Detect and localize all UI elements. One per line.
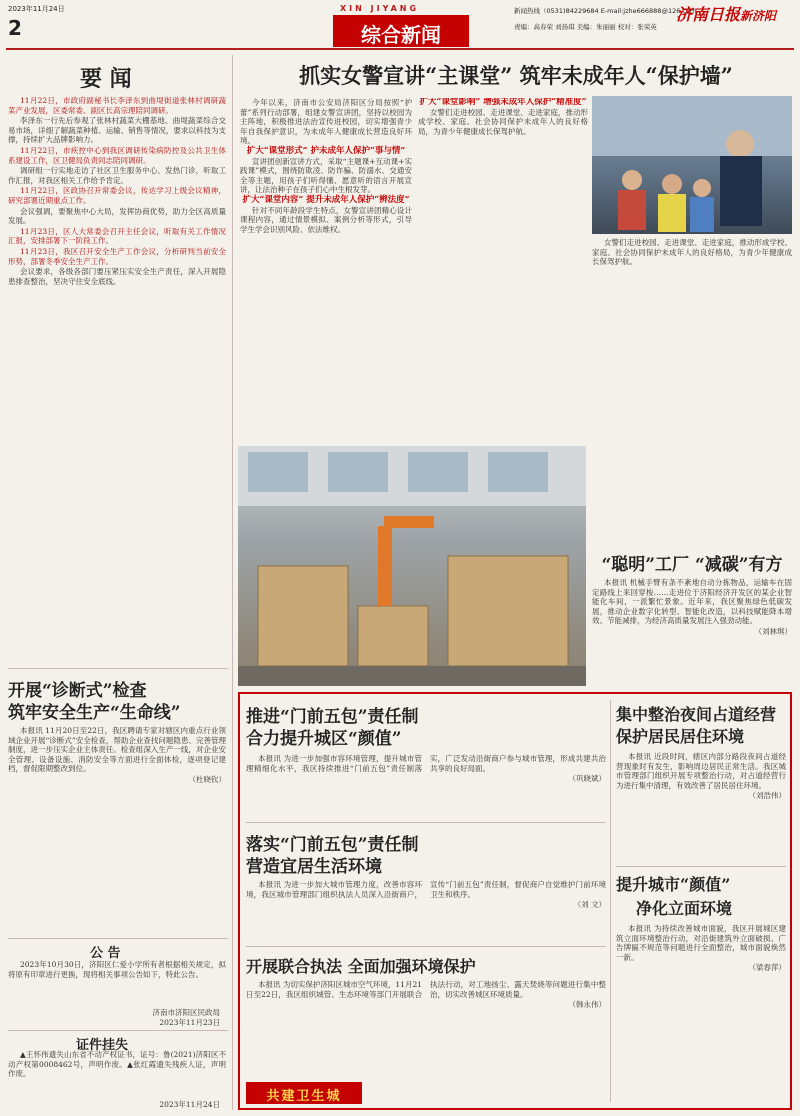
news2-title-line1: 开展“诊断式”检查 bbox=[8, 681, 147, 701]
classroom-photo bbox=[592, 96, 792, 234]
lost-date: 2023年11月24日 bbox=[159, 1100, 220, 1109]
brief-item: 11月22日，市疾控中心到我区调研传染病防控及公共卫生体系建设工作，区卫健局负责同志陪同调研。 bbox=[8, 145, 226, 165]
factory-photo bbox=[238, 446, 586, 686]
article-d-title-line1: 集中整治夜间占道经营 bbox=[616, 705, 777, 724]
masthead-pinyin: XIN JIYANG bbox=[340, 4, 420, 13]
article-e-title-line1: 提升城市“颜值” bbox=[616, 875, 731, 894]
main-body-col3 bbox=[592, 238, 792, 442]
column-title: 要 闻 bbox=[80, 66, 132, 92]
news2-body bbox=[8, 726, 226, 926]
lost-title: 证件挂失 bbox=[76, 1038, 129, 1053]
news2-title-line2: 筑牢安全生产“生命线” bbox=[8, 703, 181, 723]
notice-text: 2023年10月30日，济阳区仁爱小学所有者根据相关规定，拟将原有印章进行更换，现将相关事项公告如下，特此公告。 bbox=[8, 960, 226, 979]
article-d-body bbox=[616, 752, 786, 862]
notice-divider bbox=[8, 938, 228, 939]
article-b-title-line2: 营造宜居生活环境 bbox=[246, 857, 382, 877]
main-body-col2 bbox=[418, 98, 588, 443]
factory-headline: “聪明”工厂 “减碳”有方 bbox=[601, 555, 783, 575]
factory-body bbox=[592, 578, 792, 688]
article-c-body bbox=[246, 980, 606, 1076]
article-e-paragraph: 本报讯 为持续改善城市面貌，我区开展城区建筑立面环境整治行动，对沿街建筑外立面破损、广告牌匾不规范等问题进行全面整治，城市面貌焕然一新。 bbox=[616, 924, 786, 962]
article-b-paragraph: 本报讯 为进一步加大城市管理力度，改善市容环境，我区城市管理部门组织执法人员深入沿街商户，宣传“门前五包”责任制，督促商户自觉维护门前环境卫生和秩序。 bbox=[246, 880, 606, 899]
brand-logo bbox=[676, 2, 776, 25]
article-c-paragraph: 本报讯 为切实保护济阳区城市空气环境，11月21日至22日，我区组织城管、生态环境等部门开展联合执法行动，对工地扬尘、露天焚烧等问题进行集中整治，切实改善城区环境质量。 bbox=[246, 980, 606, 999]
page-number: 2 bbox=[8, 16, 22, 40]
brand-sub: 新济阳 bbox=[740, 9, 777, 23]
section-title: 综合新闻 bbox=[361, 23, 441, 47]
main-paragraph: 针对不同年龄段学生特点，女警宣讲团精心设计课程内容，通过情景模拟、案例分析等形式，引导学生学会识别风险、依法维权。 bbox=[240, 205, 412, 234]
lost-text: ▲王怀伟遗失山东省不动产权证书，证号：鲁(2021)济阳区不动产权第0008462号，声明作废。▲张红霞遗失残疾人证，声明作废。 bbox=[8, 1050, 226, 1079]
factory-photo-scene bbox=[238, 446, 586, 686]
column-divider bbox=[232, 55, 233, 1110]
brief-item: 会议要求，各级各部门要压紧压实安全生产责任，深入开展隐患排查整治，坚决守住安全底线。 bbox=[8, 267, 226, 286]
main-body-col1 bbox=[240, 98, 412, 443]
article-a-paragraph: 本报讯 为进一步加强市容环境管理，提升城市管理精细化水平，我区持续推进“门前五包”责任制落实，广泛发动沿街商户参与城市管理，形成共建共治共享的良好局面。 bbox=[246, 754, 606, 773]
brief-item: 11月22日，区政协召开常委会议，传达学习上级会议精神，研究部署近期重点工作。 bbox=[8, 186, 226, 205]
left-briefs bbox=[8, 96, 226, 656]
news2-paragraph: 本报讯 11月20日至22日，我区聘请专家对辖区内重点行业领域企业开展“诊断式”安全检查，帮助企业查找问题隐患、完善管理制度，进一步压实企业主体责任。检查组深入生产一线，对企业安全管理、设备设施、消防安全等方面进行全面体检，逐项登记建档，督促限期整改到位。 bbox=[8, 726, 226, 774]
brief-item: 11月23日，我区召开安全生产工作会议，分析研判当前安全形势，部署冬季安全生产工作。 bbox=[8, 246, 226, 266]
brief-item: 会议强调，要聚焦中心大局，发挥协商优势，助力全区高质量发展。 bbox=[8, 206, 226, 226]
main-headline: 抓实女警宣讲“主课堂” 筑牢未成年人“保护墙” bbox=[299, 63, 733, 88]
notice-title: 公 告 bbox=[90, 946, 121, 961]
box-divider bbox=[246, 946, 606, 947]
article-b-author: （刘 文） bbox=[573, 900, 606, 910]
main-paragraph: 女警们走进校园、走进课堂、走进家庭，推动形成学校、家庭、社会协同保护未成年人的良好格局，为青少年健康成长保驾护航。 bbox=[418, 107, 588, 136]
notice-date: 2023年11月23日 bbox=[159, 1018, 220, 1027]
left-divider bbox=[8, 668, 228, 669]
classroom-photo-figures bbox=[592, 96, 792, 234]
main-subhead: 扩大“课堂内容” 提升未成年人保护“辨法度” bbox=[242, 194, 410, 205]
brief-item: 11月22日，市政府副秘书长李泽东到曲堤街道张林村调研蔬菜产业发展，区委常委、副区长高宗理陪同调研。 bbox=[8, 96, 226, 115]
notice-body bbox=[8, 960, 226, 1004]
article-c-author: （韩永伟） bbox=[568, 1000, 606, 1010]
article-e-title-line2: 净化立面环境 bbox=[636, 899, 733, 918]
lost-body bbox=[8, 1050, 226, 1096]
brief-item: 11月23日，区人大常委会召开主任会议，听取有关工作情况汇报，安排部署下一阶段工作。 bbox=[8, 226, 226, 246]
article-b-body bbox=[246, 880, 606, 942]
article-d-author: （刘浩伟） bbox=[748, 791, 786, 801]
article-a-author: （巩晓斌） bbox=[568, 774, 606, 784]
brief-item: 调研组一行实地走访了社区卫生服务中心、发热门诊，听取工作汇报，对我区相关工作给予肯定。 bbox=[8, 166, 226, 185]
article-e-author: （梁春萍） bbox=[748, 963, 786, 973]
main-paragraph: 宣讲团创新宣讲方式，采取“主题课+互动课+实践课”模式，围绕防欺凌、防诈骗、防溺水、交通安全等主题，用孩子们听得懂、愿意听的语言开展宣讲，让法治种子在孩子们心中生根发芽。 bbox=[240, 156, 412, 195]
news2-author: （杜晓钦） bbox=[188, 774, 226, 784]
masthead-rule bbox=[6, 48, 794, 50]
article-a-body bbox=[246, 754, 606, 818]
banner-label: 共建卫生城 bbox=[266, 1089, 342, 1104]
main-subhead: 扩大“课堂影响” 增强未成年人保护“精准度” bbox=[419, 98, 587, 107]
article-e-body bbox=[616, 924, 786, 1104]
factory-author: （刘林琪） bbox=[754, 626, 792, 636]
main-paragraph: 女警们走进校园、走进课堂、走进家庭，推动形成学校、家庭、社会协同保护未成年人的良好格局，为青少年健康成长保驾护航。 bbox=[592, 238, 792, 267]
main-subhead: 扩大“课堂形式” 护未成年人保护“事与情” bbox=[246, 145, 406, 156]
brief-item: 李泽东一行先后参观了张林村蔬菜大棚基地、曲堤蔬菜综合交易市场，详细了解蔬菜种植、运输、销售等情况，要求以科技为支撑，持续扩大品牌影响力。 bbox=[8, 116, 226, 145]
article-d-title-line2: 保护居民居住环境 bbox=[616, 727, 745, 746]
factory-paragraph: 本报讯 机械手臂有条不紊地自动分拣物品，运输车在固定路线上来回穿梭……走进位于济阳经济开发区的某企业智能化车间，一派繁忙景象。近年来，我区聚焦绿色低碳发展，推动企业数字化转型、智能化改造，以科技赋能降本增效、节能减排，为经济高质量发展注入强劲动能。 bbox=[592, 578, 792, 626]
main-paragraph: 今年以来，济南市公安局济阳区分局按照“护蕾”系列行动部署，组建女警宣讲团，坚持以校园为主阵地，积极推进法治宣传进校园，切实增强青少年自我保护意识，为未成年人健康成长营造良好环境。 bbox=[240, 98, 412, 146]
article-d-paragraph: 本报讯 近段时间，辖区内部分路段夜间占道经营现象时有发生，影响周边居民正常生活。我区城市管理部门组织开展专项整治行动，对占道经营行为进行集中清理，有效改善了居民居住环境。 bbox=[616, 752, 786, 790]
box-divider bbox=[616, 866, 786, 867]
article-a-title-line2: 合力提升城区“颜值” bbox=[246, 729, 402, 749]
notice-org: 济南市济阳区民政局 bbox=[152, 1008, 220, 1017]
article-c-title: 开展联合执法 全面加强环境保护 bbox=[246, 957, 476, 976]
box-divider bbox=[246, 822, 606, 823]
editors-line: 责编：高春荣 刘扬琪 美编：朱丽丽 校对：张荣英 bbox=[514, 23, 657, 31]
box-vertical-divider bbox=[610, 700, 611, 1102]
news-hotline: 新闻热线（0531)84229684 E-mail:jzhe666888@126.com bbox=[514, 7, 697, 15]
page-date: 2023年11月24日 bbox=[8, 5, 65, 13]
brand-name: 济南日报 bbox=[676, 5, 741, 24]
article-b-title-line1: 落实“门前五包”责任制 bbox=[246, 835, 419, 855]
lost-divider bbox=[8, 1030, 228, 1031]
article-a-title-line1: 推进“门前五包”责任制 bbox=[246, 707, 419, 727]
